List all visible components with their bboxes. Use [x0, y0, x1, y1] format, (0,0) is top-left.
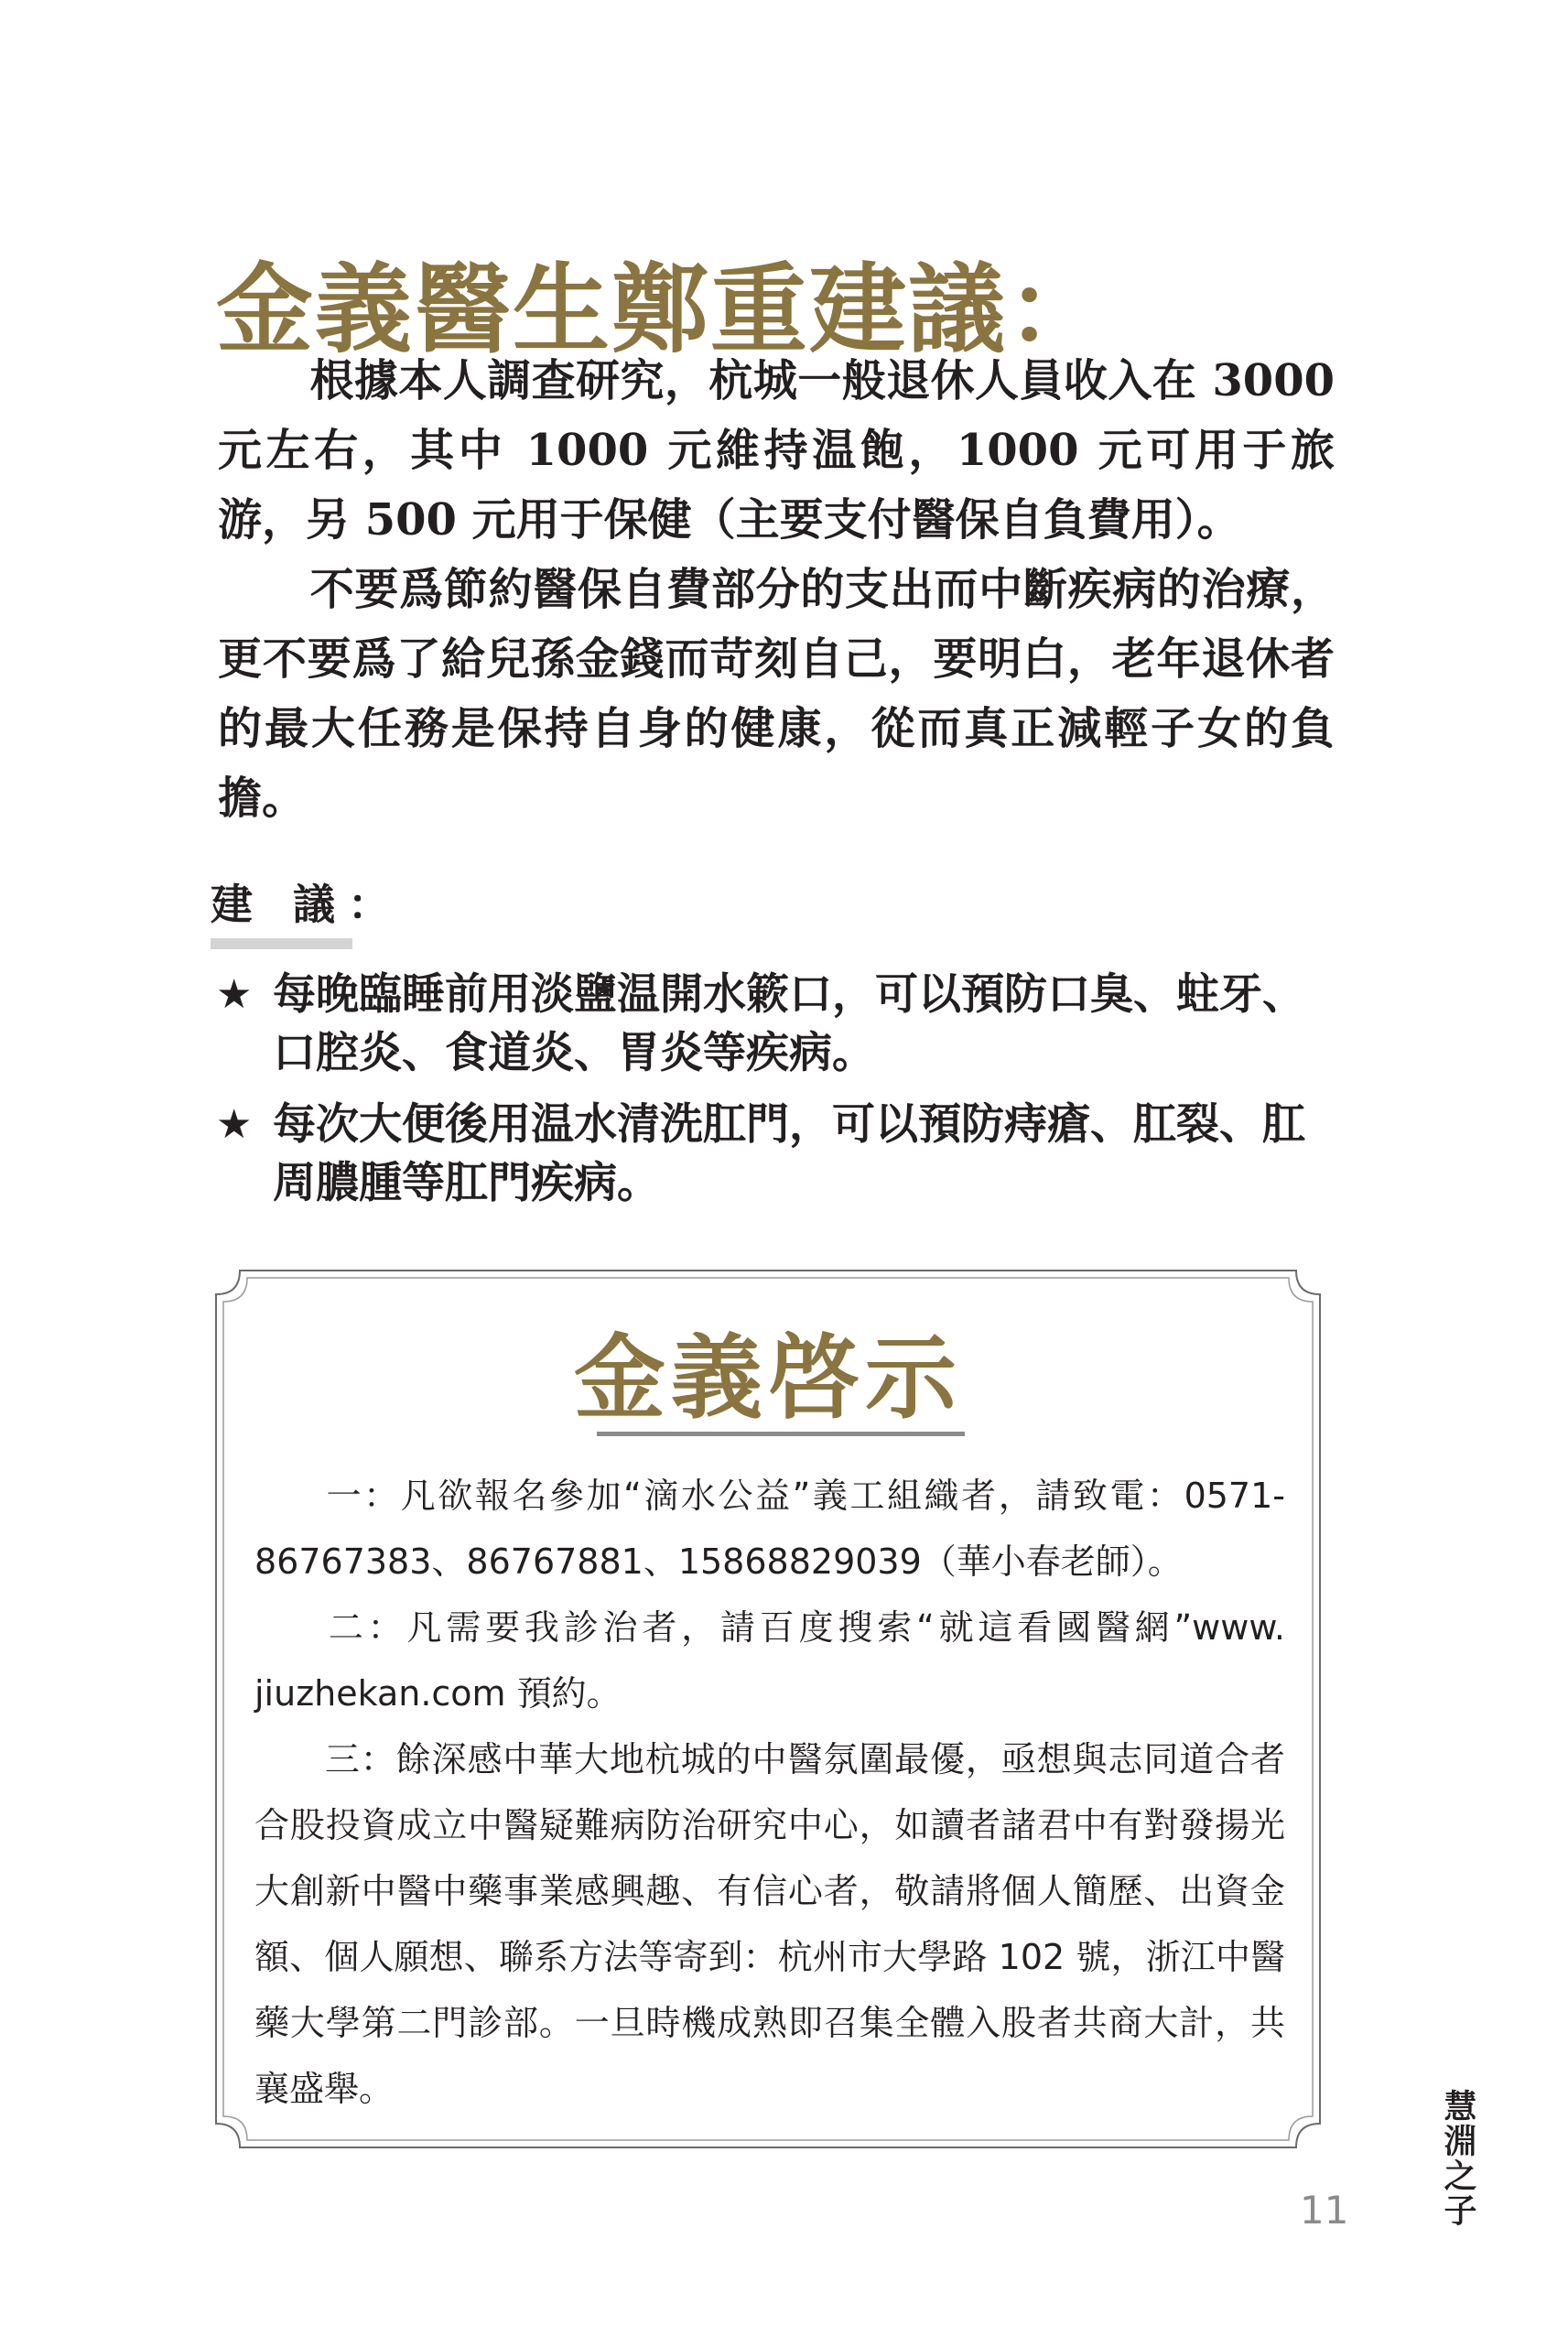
notice-item-text: 一：凡欲報名參加“滴水公益”義工組織者，請致電：0571-86767383、86767881、15868829039（華小春老師）。 — [254, 1476, 1285, 1582]
star-icon: ★ — [216, 971, 253, 1018]
notice-item-text: 三：餘深感中華大地杭城的中醫氛圍最優，亟想與志同道合者合股投資成立中醫疑難病防治研究中心，如讀者諸君中有對發揚光大創新中醫中藥事業感興趣、有信心者，敬請將個人簡歷、出資金額、個人願想、聯系方法等寄到：杭州市大學路 102 號，浙江中醫藥大學第二門診部。一旦時機成熟即召集全體入股者共商大計，共襄盛舉。 — [254, 1739, 1285, 2109]
heading-underline — [211, 938, 352, 949]
star-icon: ★ — [216, 1101, 253, 1148]
page-title: 金義醫生鄭重建議： — [216, 252, 1106, 366]
paragraph-text: 不要爲節約醫保自費部分的支出而中斷疾病的治療，更不要爲了給兒孫金錢而苛刻自己，要明白，老年退休者的最大任務是保持自身的健康，從而真正減輕子女的負擔。 — [218, 564, 1335, 824]
notice-item — [254, 1463, 1285, 1595]
page-number: 11 — [1300, 2188, 1349, 2233]
suggestion-text: 每晚臨睡前用淡鹽温開水簌口，可以預防口臭、蛀牙、口腔炎、食道炎、胃炎等疾病。 — [273, 969, 1305, 1078]
notice-title: 金義啓示 — [574, 1324, 962, 1432]
suggestions-heading: 建 議： — [211, 880, 404, 929]
notice-item-text: 二：凡需要我診治者，請百度搜索“就這看國醫網”www. jiuzhekan.com 預約。 — [254, 1607, 1285, 1714]
intro-text — [218, 346, 1335, 833]
book-title-label: 慧淵之子 — [1439, 2089, 1476, 2228]
notice-item — [254, 1595, 1285, 1726]
paragraph-text: 根據本人調查研究，杭城一般退休人員收入在 3000 元左右，其中 1000 元維持温飽，1000 元可用于旅游，另 500 元用于保健（主要支付醫保自負費用）。 — [218, 355, 1335, 546]
notice-body — [254, 1463, 1285, 2122]
paragraph — [218, 555, 1335, 833]
suggestion-item — [216, 1096, 1342, 1213]
notice-title-underline — [597, 1432, 965, 1436]
suggestions-list — [216, 966, 1342, 1226]
suggestion-item — [216, 966, 1342, 1083]
suggestion-text: 每次大便後用温水清洗肛門，可以預防痔瘡、肛裂、肛周膿腫等肛門疾病。 — [273, 1099, 1305, 1208]
paragraph — [218, 346, 1335, 555]
notice-item — [254, 1726, 1285, 2122]
